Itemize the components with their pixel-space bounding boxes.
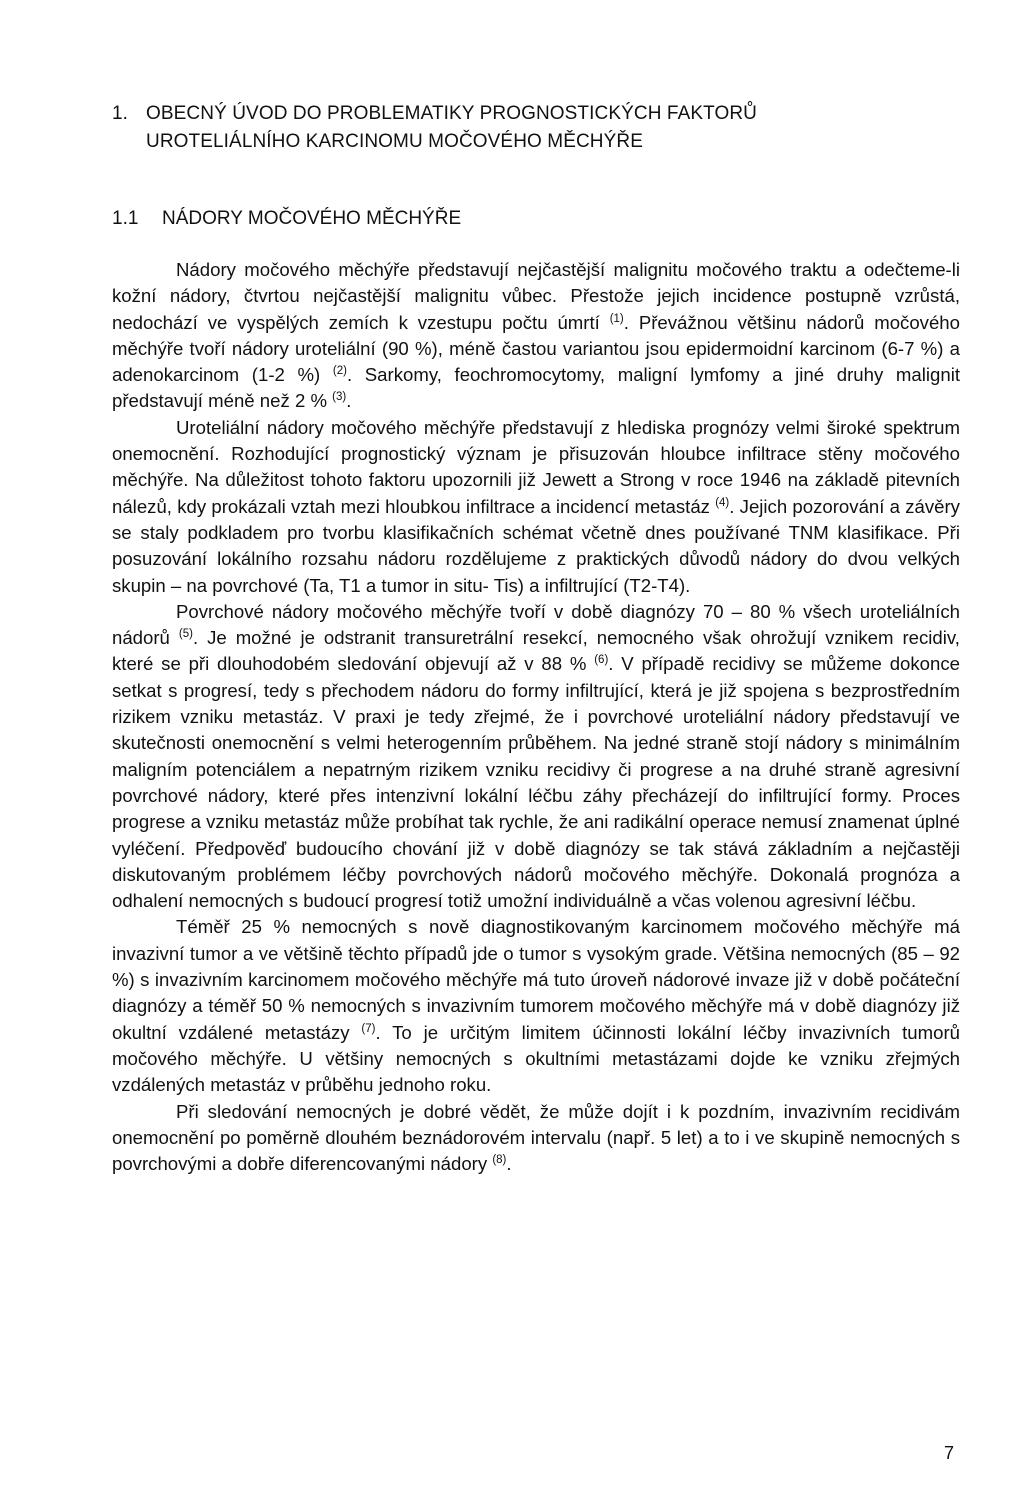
citation-ref: (1) [609, 312, 624, 325]
section-title: NÁDORY MOČOVÉHO MĚCHÝŘE [162, 208, 462, 229]
text-run: . To je určitým limitem účinnosti lokální léčby invazivních tumorů močového měchýře. U většiny nemocných s okultními metastázami dojde ke vzniku zřejmých vzdálených metastáz v průběhu jednoho roku. [112, 1021, 960, 1096]
text-run: . Sarkomy, feochromocytomy, maligní lymfomy a jiné druhy malignit představují méně než 2 % [112, 364, 960, 412]
body-text [112, 257, 960, 1177]
text-run: . [506, 1153, 512, 1175]
citation-ref: (7) [361, 1022, 376, 1035]
citation-ref: (6) [594, 654, 609, 667]
citation-ref: (3) [332, 391, 347, 404]
chapter-number: 1. [112, 103, 129, 124]
paragraph-4 [112, 914, 960, 1098]
citation-ref: (8) [492, 1154, 507, 1167]
text-run: Téměř 25 % nemocných s nově diagnostikovaným karcinomem močového měchýře má invazivní tumor a ve většině těchto případů jde o tumor s vysokým grade. Většina nemocných (85 – 92 %) s invazivním karcinomem močového měchýře má tuto úroveň nádorové invaze již v době počáteční diagnózy a téměř 50 % nemocných s invazivním tumorem močového měchýře má v době diagnózy již okultní vzdálené metastázy [112, 916, 960, 1043]
page-number: 7 [944, 1443, 955, 1463]
text-run: . [346, 390, 352, 412]
text-run: . Převážnou většinu nádorů močového měchýře tvoří nádory uroteliální (90 %), méně častou variantou jsou epidermoidní karcinom (6-7 %) a adenokarcinom (1-2 %) [112, 311, 960, 386]
chapter-title-line1: OBECNÝ ÚVOD DO PROBLEMATIKY PROGNOSTICKÝCH FAKTORŮ [146, 103, 757, 124]
chapter-heading [112, 100, 932, 156]
text-run: . V případě recidivy se můžeme dokonce setkat s progresí, tedy s přechodem nádoru do formy infiltrující, která je již spojena s bezprostředním rizikem vzniku metastáz. V praxi je tedy zřejmé, že i povrchové uroteliální nádory představují ve skutečnosti onemocnění s velmi heterogenním průběhem. Na jedné straně stojí nádory s minimálním maligním potenciálem a nepatrným rizikem vzniku recidivy či progrese a na druhé straně agresivní povrchové nádory, které přes intenzivní lokální léčbu záhy přecházejí do infiltrující formy. Proces progrese a vzniku metastáz může probíhat tak rychle, že ani radikální operace nemusí znamenat úplné vyléčení. Předpověď budoucího chování již v době diagnózy se tak stává základním a nejčastěji diskutovaným problémem léčby povrchových nádorů močového měchýře. Dokonalá prognóza a odhalení nemocných s budoucí progresí totiž umožní individuálně a včas volenou agresivní léčbu. [112, 653, 960, 912]
section-number: 1.1 [112, 208, 139, 229]
text-run: . Jejich pozorování a závěry se staly podkladem pro tvorbu klasifikačních schémat včetně dnes používané TNM klasifikace. Při posuzování lokálního rozsahu nádoru rozdělujeme z praktických důvodů nádory do dvou velkých skupin – na povrchové (Ta, T1 a tumor in situ- Tis) a infiltrující (T2-T4). [112, 495, 960, 596]
section-heading [112, 205, 932, 233]
citation-ref: (2) [332, 365, 347, 378]
text-run: Nádory močového měchýře představují nejčastější malignitu močového traktu a odečteme-li kožní nádory, čtvrtou nejčastější malignitu vůbec. Přestože jejich incidence postupně vzrůstá, nedochází ve vyspělých zemích k vzestupu počtu úmrtí [112, 259, 960, 333]
chapter-title-line2: UROTELIÁLNÍHO KARCINOMU MOČOVÉHO MĚCHÝŘE [146, 131, 643, 152]
citation-ref: (4) [715, 496, 730, 509]
text-run: Uroteliální nádory močového měchýře představují z hlediska prognózy velmi široké spektrum onemocnění. Rozhodující prognostický význam je přisuzován hloubce infiltrace stěny močového měchýře. Na důležitost tohoto faktoru upozornili již Jewett a Strong v roce 1946 na základě pitevních nálezů, kdy prokázali vztah mezi hloubkou infiltrace a incidencí metastáz [112, 416, 960, 517]
text-run: Povrchové nádory močového měchýře tvoří v době diagnózy 70 – 80 % všech uroteliálních nádorů [112, 600, 960, 649]
text-run: Při sledování nemocných je dobré vědět, že může dojít i k pozdním, invazivním recidivám onemocnění po poměrně dlouhém beznádorovém intervalu (např. 5 let) a to i ve skupině nemocných s povrchovými a dobře diferencovanými nádory [112, 1100, 960, 1175]
paragraph-5 [112, 1099, 960, 1178]
paragraph-1 [112, 257, 960, 415]
paragraph-3 [112, 599, 960, 915]
chapter-heading-line1 [112, 100, 932, 128]
paragraph-2 [112, 415, 960, 599]
text-run: . Je možné je odstranit transuretrální resekcí, nemocného však ohrožují vznikem recidiv, které se při dlouhodobém sledování objevují až v 88 % [112, 627, 960, 675]
citation-ref: (5) [178, 628, 193, 641]
